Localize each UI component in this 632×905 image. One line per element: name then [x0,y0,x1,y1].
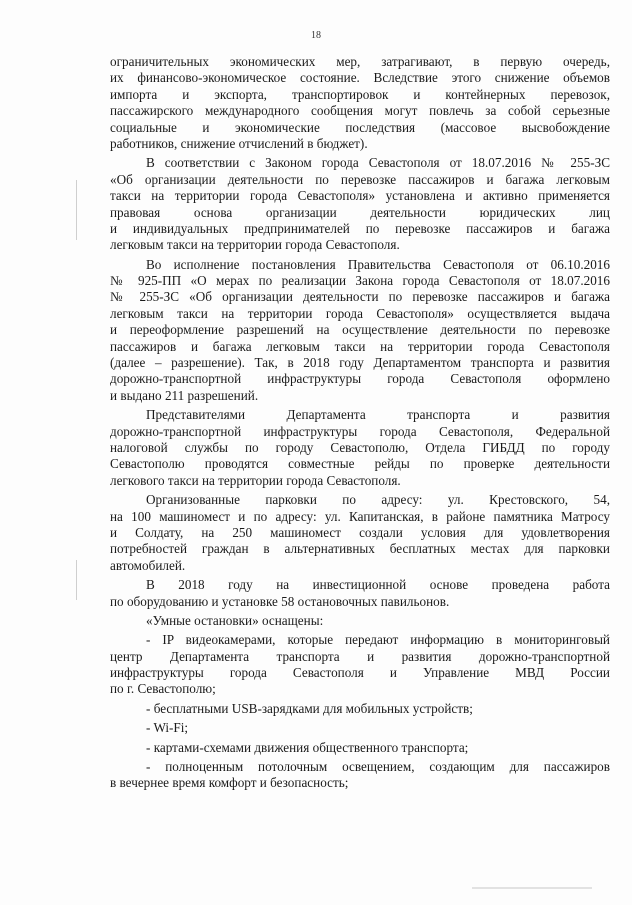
text-line: и переоформление разрешений на осуществление деятельности по перевозке [110,322,610,338]
text-line: на 100 машиномест и по адресу: ул. Капитанская, в районе памятника Матросу [110,508,610,524]
document-body [110,54,610,795]
text-line: № 925-ПП «О мерах по реализации Закона города Севастополя от 18.07.2016 [110,273,610,289]
paragraph-p3 [110,257,610,405]
text-line: «Об организации деятельности по перевозке пассажиров и багажа легковым [110,171,610,187]
text-line: потребностей граждан в альтернативных бесплатных местах для парковки [110,541,610,557]
text-line: Во исполнение постановления Правительства Севастополя от 06.10.2016 [146,256,610,272]
paragraph-p11 [110,740,610,756]
text-line: инфраструктуры города Севастополя и Управление МВД России [110,665,610,681]
paragraph-p6 [110,577,610,610]
paragraph-gap [110,792,610,795]
text-line: и выдано 211 разрешений. [110,387,259,403]
text-line: социальные и экономические последствия (массовое высвобождение [110,119,610,135]
text-line: работников, снижение отчислений в бюджет). [110,135,368,151]
scan-edge-mark [76,560,77,600]
text-line: налоговой службы по городу Севастополю, Отдела ГИБДД по городу [110,439,610,455]
text-line: такси на территории города Севастополя» установлена и активно применяется [110,188,610,204]
text-line: пассажирского международного сообщения могут повлечь за собой серьезные [110,103,610,119]
text-line: № 255-ЗС «Об организации деятельности по перевозке пассажиров и багажа [110,289,610,305]
page-number: 18 [311,30,321,41]
text-line: дорожно-транспортной инфраструктуры города Севастополя, Федеральной [110,423,610,439]
text-line: ограничительных экономических мер, затрагивают, в первую очередь, [110,54,610,69]
paragraph-p8 [110,632,610,698]
text-line: по оборудованию и установке 58 остановочных павильонов. [110,593,450,609]
text-line: Севастополю проводятся совместные рейды по проверке деятельности [110,456,610,472]
scan-edge-mark [76,180,77,240]
paragraph-p4 [110,407,610,489]
text-line: импорта и экспорта, транспортировок и контейнерных перевозок, [110,86,610,102]
paragraph-p1 [110,54,610,152]
text-line: дорожно-транспортной инфраструктуры города Севастополя оформлено [110,371,610,387]
text-line: легкового такси на территории города Севастополя. [110,472,401,488]
text-line: (далее – разрешение). Так, в 2018 году Департаментом транспорта и развития [110,355,610,371]
text-line: Представителями Департамента транспорта и развития [146,407,610,423]
text-line: в вечернее время комфорт и безопасность; [110,775,349,791]
text-line: - Wi-Fi; [146,720,189,736]
text-line: по г. Севастополю; [110,681,216,697]
paragraph-p7 [110,613,610,629]
text-line: пассажиров и багажа легковым такси на территории города Севастополя [110,338,610,354]
text-line: их финансово-экономическое состояние. Вследствие этого снижение объемов [110,70,610,86]
text-line: В 2018 году на инвестиционной основе проведена работа [146,577,610,593]
text-line: - бесплатными USB-зарядками для мобильных устройств; [146,700,473,716]
paragraph-p10 [110,720,610,736]
text-line: «Умные остановки» оснащены: [146,612,324,628]
paragraph-p2 [110,155,610,253]
text-line: автомобилей. [110,557,186,573]
paragraph-p12 [110,759,610,792]
scan-smudge [472,887,592,889]
paragraph-p5 [110,492,610,574]
text-line: - картами-схемами движения общественного транспорта; [146,739,469,755]
text-line: В соответствии с Законом города Севастополя от 18.07.2016 № 255-ЗС [146,155,610,171]
text-line: и индивидуальных предпринимателей по перевозке пассажиров и багажа [110,220,610,236]
text-line: центр Департамента транспорта и развития дорожно-транспортной [110,648,610,664]
text-line: правовая основа организации деятельности юридических лиц [110,204,610,220]
text-line: и Солдату, на 250 машиномест создали условия для удовлетворения [110,524,610,540]
text-line: легковым такси на территории города Севастополя» осуществляется выдача [110,305,610,321]
text-line: Организованные парковки по адресу: ул. Крестовского, 54, [146,492,610,508]
text-line: легковым такси на территории города Севастополя. [110,237,400,253]
paragraph-p9 [110,701,610,717]
text-line: - полноценным потолочным освещением, создающим для пассажиров [146,759,610,775]
text-line: - IP видеокамерами, которые передают информацию в мониторинговый [146,632,610,648]
